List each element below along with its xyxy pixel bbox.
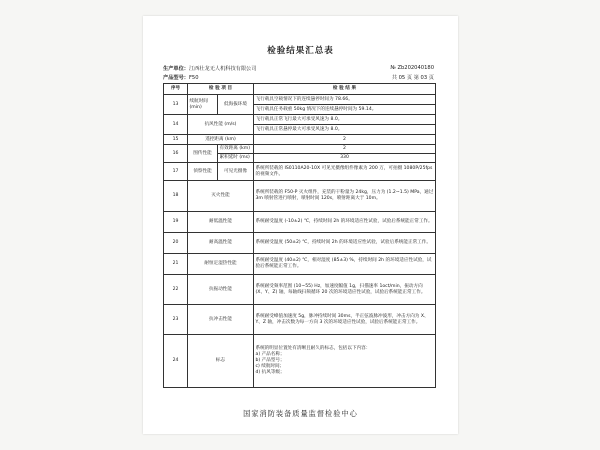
meta-row-product: [163, 74, 434, 81]
table-row: 15 遥控距离 (km) 2: [164, 135, 436, 145]
table-row: 飞行载具任务载重 50kg 情况下的连续悬停时间为 59.14。: [164, 105, 436, 115]
table-row: 24 标志 系统的明显位置处有清晰且耐久的标志，包括以下内容： a) 产品名称； b) 产品型号； c) 续航时间； d) 抗风等级；: [164, 335, 436, 388]
producer-label: 生产单位：: [163, 66, 189, 72]
report-no-value: Zb202040180: [397, 65, 434, 71]
table-row: 13 续航时间(min) 低海拔环境 飞行载具空载情况下的连续悬停时间为 78.66。: [164, 95, 436, 105]
table-row: 19 耐低温性能 系统耐受温度 (-10±2) ℃，持续时间 2h 的环境适应性试验，试验后系统能正常工作。: [164, 212, 436, 233]
table-row: 21 耐恒定湿热性能 系统耐受温度 (40±2) ℃，相对湿度 (85±3) %，持续时间 2h 的环境适应性试验，试验后系统能正常工作。: [164, 254, 436, 275]
report-title: 检验结果汇总表: [267, 46, 334, 56]
table-row: 14 抗风性能 (m/s) 飞行载具正常飞行最大可承受风速为 8.0。: [164, 115, 436, 125]
table-row: 20 耐高温性能 系统耐受温度 (50±2) ℃，持续时间 2h 的环境适应性试验，试验后系统能正常工作。: [164, 233, 436, 254]
table-row: 17 侦察性能 可见光摄像 系统所装载的 IS0110A20-10X 可见光摄像组件像素为 200 万，可拍摄 1080P/25fps 的视频文件。: [164, 163, 436, 181]
table-row: 累积延时 (ms) 330: [164, 154, 436, 163]
product-value: F50: [188, 75, 199, 81]
table-row: 16 图传性能 有效距离 (km) 2: [164, 145, 436, 154]
table-row: 22 抗振动性能 系统耐受频率范围 (10~55) Hz，加速度幅值 1g，扫描速率 1oct/min，振动方向 (X、Y、Z) 轴，每轴线扫频循环 20 次的环境适应性试验，试验后系统能正常工作。: [164, 275, 436, 305]
product-label: 产品型号：: [163, 75, 189, 81]
table-row: 23 抗冲击性能 系统耐受峰值加速度 5g，脉冲持续时间 30ms，半正弦波脉冲波形，冲击方向为 X、Y、Z 轴，冲击次数为每一方向 3 次的环境适应性试验，试验后系统能正常工作。: [164, 305, 436, 335]
header-seq: 序号: [164, 84, 188, 95]
results-table: [163, 83, 436, 388]
producer-value: 江西壮龙无人机科技有限公司: [188, 66, 257, 72]
page-info: 共 05 页 第 03 页: [391, 75, 434, 81]
meta-row-producer: [163, 65, 434, 72]
issuer-footer: 国家消防装备质量监督检验中心: [243, 409, 358, 418]
table-row: 飞行载具正常悬停最大可承受风速为 8.0。: [164, 125, 436, 135]
table-header-row: [164, 84, 436, 95]
header-result: 检 验 结 果: [254, 84, 436, 95]
report-no-label: №: [390, 65, 396, 71]
table-row: 18 灭火性能 系统所装载的 F50-P 灭火组件，充装的干粉量为 24kg，压力为 (1.2~1.5) MPa，通过 3m 喷射管进行喷射，喷射时间 120s，喷射距离大于 10m。: [164, 181, 436, 212]
header-item: 检 验 项 目: [188, 84, 254, 95]
report-sheet: [143, 16, 458, 434]
